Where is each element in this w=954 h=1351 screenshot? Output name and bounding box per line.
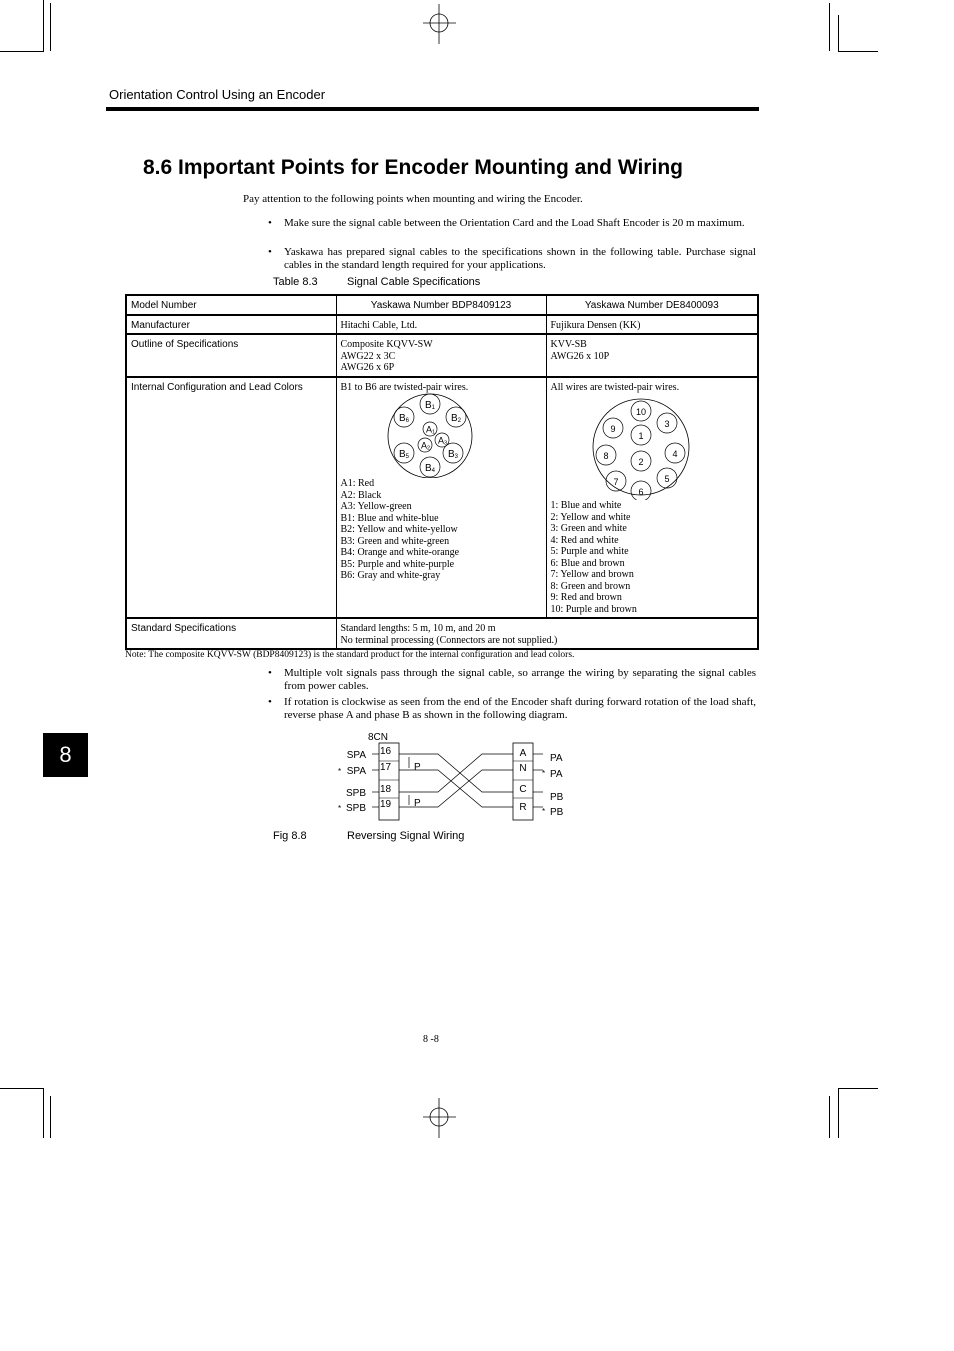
wire-b-label: B6 [398,413,409,424]
bullet-item: • Multiple volt signals pass through the signal cable, so arrange the wiring by separating the signal cables from power cables. [268,667,756,692]
wire-a-sub: 2 [426,445,430,452]
page-number: 8 -8 [423,1034,439,1045]
bullet-item: • Make sure the signal cable between the Orientation Card and the Load Shaft Encoder is 20 m maximum. [268,217,745,229]
pin-number: 16 [380,746,392,757]
reversing-signal-wiring-diagram [330,728,580,828]
crop-mark [50,3,51,51]
wire-number: 9 [609,424,616,434]
connector-label: 8CN [368,732,389,743]
table-row [126,334,758,377]
wire-a-sub: 3 [443,440,447,447]
signal-label: SPB [345,788,366,799]
table-row [126,618,758,649]
figure-label: Fig 8.8 [273,830,307,842]
wire-number: 4 [671,449,678,459]
table-cell: KVV-SB AWG26 x 10P [546,334,758,377]
crop-mark [829,3,830,51]
encoder-pin: C [519,784,527,795]
wire-b-label: B5 [398,449,409,460]
asterisk-mark: * [338,804,342,813]
wire-b-label: B1 [424,400,435,411]
table-caption-label: Table 8.3 [273,276,318,288]
wire-number: 7 [612,477,619,487]
row-label: Manufacturer [126,315,336,335]
wire-a-label: A3 [437,435,447,447]
encoder-signal-label: PA [550,769,563,780]
pin-number: 18 [380,784,392,795]
bullet-dot: • [268,696,272,708]
bullet-item: • If rotation is clockwise as seen from the end of the Encoder shaft during forward rotation of the load shaft, reverse phase A and phase B as shown in the following diagram. [268,696,756,721]
encoder-signal-label: PB [550,792,564,803]
intro-paragraph: Pay attention to the following points when mounting and wiring the Encoder. [243,193,583,205]
crop-mark [50,1096,51,1138]
table-cell: All wires are twisted-pair wires. 10 3 4 5 6 7 8 9 1 2 1: Blue and white 2: Yellow and white 3: Green and white 4: Red and white 5: Purple and white 6: Blue and brown 7: Yellow and brown 8: Green and brown 9: Red and brown 10: Purple and brown [546,377,758,619]
figure-title: Reversing Signal Wiring [347,830,465,842]
column-header: Yaskawa Number DE8400093 [546,295,758,315]
bullet-dot: • [268,217,272,229]
row-label: Model Number [126,295,336,315]
wire-a-label: A1 [425,424,435,436]
cable-cross-section-de8400093 [551,393,751,500]
running-head: Orientation Control Using an Encoder [109,87,326,102]
wire-a-sub: 1 [431,429,435,436]
wire-b-sub: 3 [454,454,458,460]
crop-mark [43,1088,44,1138]
pin-number: 19 [380,799,392,810]
crop-mark [838,1088,878,1089]
wire-b-label: B2 [450,413,461,424]
wire-b-sub: 1 [431,405,435,411]
encoder-pin: A [519,748,527,759]
wire-b-label: B4 [424,463,435,474]
encoder-pin: R [519,802,527,813]
table-cell: B1 to B6 are twisted-pair wires. B1 B2 B3 B4 B5 B6 A1 A2 A3 A1: Red A2: Black A3: Yellow-green B1: Blue and white-blue B2: Yellow and white-yellow B3: Green and white-green B4: Orange and white-orange B5: Purple and white-purple B6: Gray and white-gray [336,377,546,619]
crop-mark [829,1096,830,1138]
table-row [126,315,758,335]
bullet-item: • Yaskawa has prepared signal cables to the specifications shown in the following table. Purchase signal cables in the standard length required for your applications. [268,246,756,271]
wire-number: 3 [663,419,670,429]
signal-label: SPB [345,803,366,814]
row-label: Outline of Specifications [126,334,336,377]
twisted-pair-label: P [414,798,421,809]
crop-mark [838,15,839,52]
wire-b-sub: 2 [457,418,461,424]
wire-number: 8 [602,451,609,461]
encoder-signal-label: PA [550,753,563,764]
column-header: Yaskawa Number BDP8409123 [336,295,546,315]
asterisk-mark: * [542,807,546,816]
wire-b-sub: 6 [405,418,409,424]
table-caption-title: Signal Cable Specifications [347,276,481,288]
wire-number: 6 [637,487,644,497]
wire-number: 10 [635,407,646,417]
cable-cross-section-bdp8409123 [341,393,541,478]
signal-label: SPA [346,750,366,761]
wire-number: 1 [637,431,644,441]
encoder-signal-label: PB [550,807,564,818]
table-cell: Fujikura Densen (KK) [546,315,758,335]
header-rule [106,107,759,111]
crop-mark [0,51,43,52]
section-title: 8.6 Important Points for Encoder Mounting and Wiring [143,156,683,179]
row-label: Internal Configuration and Lead Colors [126,377,336,619]
twisted-pair-label: P [414,762,421,773]
wire-number: 2 [637,457,644,467]
crop-mark [838,1088,839,1138]
crop-mark [0,1088,43,1089]
signal-cable-spec-table [125,294,759,650]
crop-mark [838,51,878,52]
table-cell: Composite KQVV-SW AWG22 x 3C AWG26 x 6P [336,334,546,377]
crop-mark [43,0,44,52]
asterisk-mark: * [338,767,342,776]
wire-number: 5 [663,474,670,484]
row-label: Standard Specifications [126,618,336,649]
bullet-dot: • [268,667,272,679]
chapter-tab: 8 [43,733,88,777]
asterisk-mark: * [542,769,546,778]
signal-label: SPA [346,766,366,777]
wire-a-label: A2 [420,440,430,452]
wire-b-label: B3 [447,449,458,460]
table-cell: Standard lengths: 5 m, 10 m, and 20 m No terminal processing (Connectors are not supplied.) [336,618,758,649]
registration-mark-top [420,4,460,44]
table-row [126,295,758,315]
table-note: Note: The composite KQVV-SW (BDP8409123) is the standard product for the internal configuration and lead colors. [125,650,575,660]
wire-b-sub: 4 [431,468,435,474]
table-row [126,377,758,619]
registration-mark-bottom [420,1098,460,1138]
pin-number: 17 [380,762,392,773]
encoder-pin: N [519,763,527,774]
table-cell: Hitachi Cable, Ltd. [336,315,546,335]
wire-b-sub: 5 [405,454,409,460]
bullet-dot: • [268,246,272,258]
